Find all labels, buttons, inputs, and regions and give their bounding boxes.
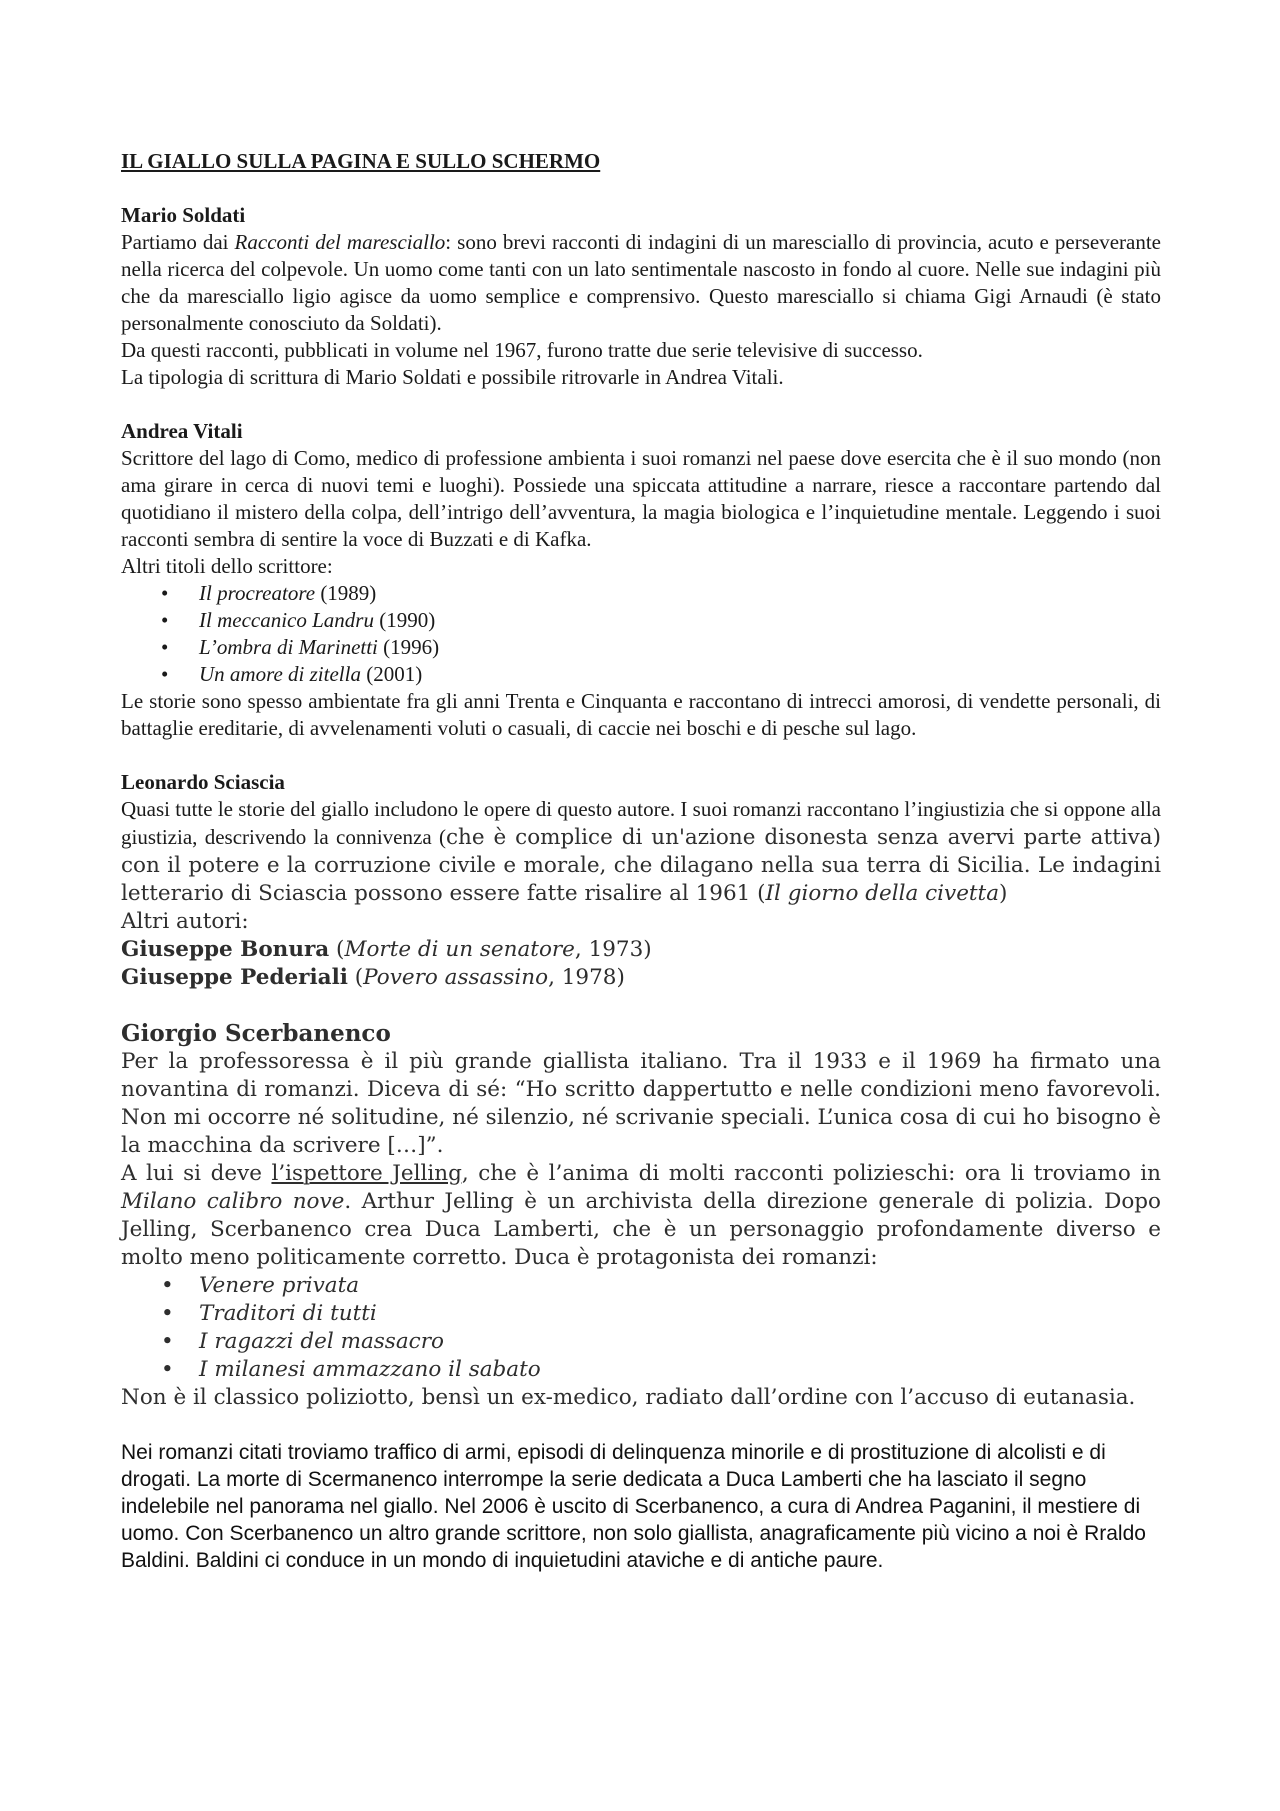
text-span: , 1973): [574, 936, 652, 962]
book-title: Il meccanico Landru: [199, 608, 374, 632]
underlined-text: l’ispettore Jelling: [271, 1160, 462, 1186]
titles-list: [121, 580, 1161, 688]
section-heading: Andrea Vitali: [121, 419, 243, 443]
list-item: • Traditori di tutti: [121, 1300, 1161, 1328]
text-span: Quasi tutte le storie del giallo includono le opere di questo autore. I suoi romanzi raccontano l’ingiustizia che si oppone alla giustizia, descrivendo la connivenza (: [121, 797, 1161, 849]
page-title: IL GIALLO SULLA PAGINA E SULLO SCHERMO: [121, 149, 601, 173]
list-item: [121, 634, 1161, 661]
section-scerbanenco: [121, 1019, 1161, 1412]
book-year: (1996): [377, 635, 440, 659]
novels-list: [121, 1272, 1161, 1384]
book-title: Milano calibro nove: [121, 1188, 345, 1214]
paragraph: [121, 1160, 1161, 1272]
text-span: Partiamo dai: [121, 230, 235, 254]
list-item: • I milanesi ammazzano il sabato: [121, 1356, 1161, 1384]
text-span: (: [329, 936, 345, 962]
list-item: [121, 661, 1161, 688]
book-year: (1990): [373, 608, 436, 632]
text-span: (: [347, 964, 364, 990]
section-heading: Mario Soldati: [121, 203, 246, 227]
section-sciascia: [121, 769, 1161, 992]
list-item: • Venere privata: [121, 1272, 1161, 1300]
text-span: . Arthur Jelling è un archivista della direzione generale di polizia. Dopo Jelling, Scerbanenco crea Duca Lamberti, che è un personaggio profondamente diverso e molto meno politicamente corretto. Duca è protagonista dei romanzi:: [121, 1188, 1162, 1270]
section-soldati: [121, 202, 1161, 391]
author-entry: [121, 964, 1161, 992]
others-intro: Altri autori:: [121, 908, 249, 934]
section-heading: Leonardo Sciascia: [121, 770, 285, 794]
text-span: che è complice di un'azione disonesta senza avervi parte attiva) con il potere e la corruzione civile e morale, che dilagano nella sua terra di Sicilia. Le indagini letterario di Sciascia possono essere fatte risalire al 1961 (: [121, 824, 1161, 906]
book-title: L’ombra di Marinetti: [199, 635, 378, 659]
paragraph: Per la professoressa è il più grande giallista italiano. Tra il 1933 e il 1969 ha firmato una novantina di romanzi. Diceva di sé: “Ho scritto dappertutto e nelle condizioni meno favorevoli. Non mi occorre né solitudine, né silenzio, né scrivanie speciali. L’unica cosa di cui ho bisogno è la macchina da scrivere […]”.: [121, 1048, 1161, 1158]
paragraph: Scrittore del lago di Como, medico di professione ambienta i suoi romanzi nel paese dove esercita che è il suo mondo (non ama girare in cerca di nuovi temi e luoghi). Possiede una spiccata attitudine a narrare, riesce a raccontare partendo dal quotidiano il mistero della colpa, dell’intrigo dell’avventura, la magia biologica e l’inquietudine mentale. Leggendo i suoi racconti sembra di sentire la voce di Buzzati e di Kafka.: [121, 446, 1161, 551]
closing-paragraph: Nei romanzi citati troviamo traffico di armi, episodi di delinquenza minorile e di prostituzione di alcolisti e di drogati. La morte di Scermanenco interrompe la serie dedicata a Duca Lamberti che ha lasciato il segno indelebile nel panorama nel giallo. Nel 2006 è uscito di Scerbanenco, a cura di Andrea Paganini, il mestiere di uomo. Con Scerbanenco un altro grande scrittore, non solo giallista, anagraficamente più vicino a noi è Rraldo Baldini. Baldini ci conduce in un mondo di inquietudini ataviche e di antiche paure.: [121, 1440, 1146, 1572]
text-span: , 1978): [548, 964, 625, 990]
author-name: Giuseppe Bonura: [121, 936, 330, 962]
book-title: Un amore di zitella: [199, 662, 361, 686]
document-page: [121, 148, 1161, 1574]
text-span: : sono brevi racconti di indagini di un maresciallo di provincia, acuto e perseverante nella ricerca del colpevole. Un uomo come tanti con un lato sentimentale nascosto in fondo al cuore. Nelle sue indagini più che da maresciallo ligio agisce da uomo semplice e comprensivo. Questo maresciallo si chiama Gigi Arnaudi (è stato personalmente conosciuto da Soldati).: [121, 230, 1162, 335]
text-span: , che è l’anima di molti racconti polizieschi: ora li troviamo in: [461, 1160, 1161, 1186]
paragraph: [121, 229, 1161, 337]
section-heading: Giorgio Scerbanenco: [121, 1019, 391, 1047]
list-item: [121, 580, 1161, 607]
author-entry: [121, 936, 1161, 964]
book-title: Racconti del maresciallo: [234, 230, 446, 254]
text-span: A lui si deve: [121, 1160, 272, 1186]
list-intro: Altri titoli dello scrittore:: [121, 554, 333, 578]
text-span: ): [999, 880, 1008, 906]
paragraph: Le storie sono spesso ambientate fra gli anni Trenta e Cinquanta e raccontano di intrecci amorosi, di vendette personali, di battaglie ereditarie, di avvelenamenti voluti o casuali, di caccie nei boschi e di pesche sul lago.: [121, 689, 1161, 740]
book-year: (1989): [315, 581, 377, 605]
paragraph: [121, 796, 1161, 908]
section-vitali: [121, 418, 1161, 742]
list-item: [121, 607, 1161, 634]
author-name: Giuseppe Pederiali: [121, 964, 348, 990]
paragraph: La tipologia di scrittura di Mario Soldati e possibile ritrovarle in Andrea Vitali.: [121, 365, 784, 389]
book-title: Morte di un senatore: [344, 936, 575, 962]
paragraph: Non è il classico poliziotto, bensì un ex-medico, radiato dall’ordine con l’accuso di eutanasia.: [121, 1384, 1136, 1410]
list-item: • I ragazzi del massacro: [121, 1328, 1161, 1356]
book-title: Povero assassino: [363, 964, 549, 990]
paragraph: Da questi racconti, pubblicati in volume nel 1967, furono tratte due serie televisive di successo.: [121, 338, 923, 362]
book-title: Il giorno della civetta: [765, 880, 1000, 906]
book-year: (2001): [360, 662, 423, 686]
book-title: Il procreatore: [199, 581, 316, 605]
